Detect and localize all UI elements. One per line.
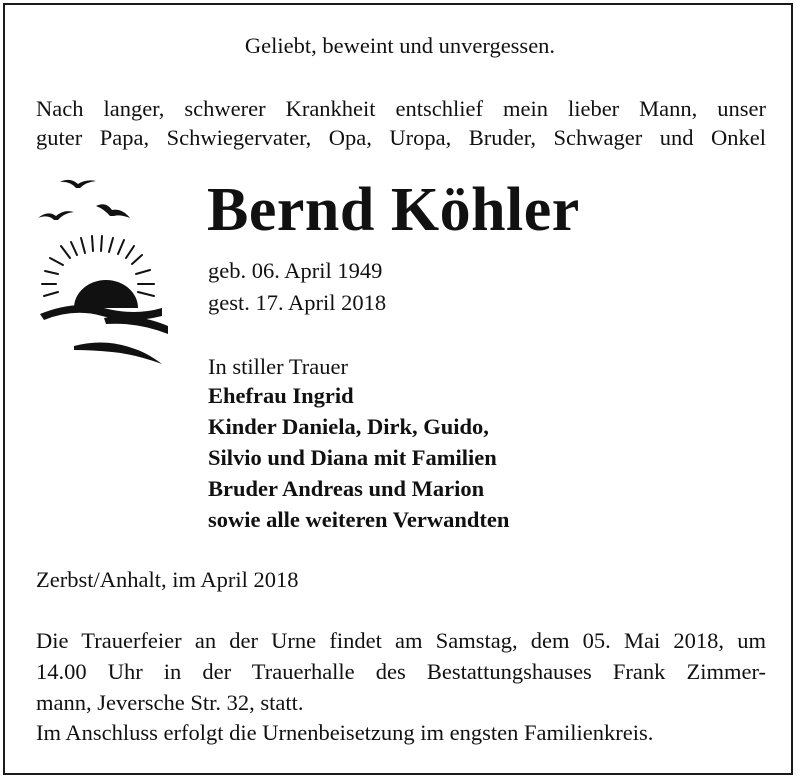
bird-icon bbox=[38, 211, 74, 220]
place-date: Zerbst/Anhalt, im April 2018 bbox=[36, 567, 299, 592]
funeral-line-3: mann, Jeversche Str. 32, statt. bbox=[36, 690, 304, 715]
sunset-birds-icon bbox=[34, 178, 174, 373]
funeral-line-2: 14.00 Uhr in der Trauerhalle des Bestattungshauses Frank Zimmer- bbox=[36, 659, 766, 684]
birth-date: geb. 06. April 1949 bbox=[208, 258, 383, 283]
motto: Geliebt, beweint und unvergessen. bbox=[244, 33, 556, 58]
funeral-line-1: Die Trauerfeier an der Urne findet am Samstag, dem 05. Mai 2018, um bbox=[36, 628, 766, 653]
mourner-line: Silvio und Diana mit Familien bbox=[208, 445, 497, 470]
funeral-line-4: Im Anschluss erfolgt die Urnenbeisetzung im engsten Familienkreis. bbox=[36, 720, 654, 745]
mourner-line: sowie alle weiteren Verwandten bbox=[208, 507, 510, 532]
intro-line-2: guter Papa, Schwiegervater, Opa, Uropa, Bruder, Schwager und Onkel bbox=[36, 125, 766, 150]
mourner-line: Ehefrau Ingrid bbox=[208, 383, 354, 408]
mourner-line: Kinder Daniela, Dirk, Guido, bbox=[208, 414, 489, 439]
bird-icon bbox=[96, 204, 130, 218]
mourners-heading: In stiller Trauer bbox=[208, 354, 348, 379]
mourner-line: Bruder Andreas und Marion bbox=[208, 476, 485, 501]
intro-line-1: Nach langer, schwerer Krankheit entschlief mein lieber Mann, unser bbox=[36, 96, 766, 121]
sun-shape bbox=[74, 280, 138, 308]
deceased-name: Bernd Köhler bbox=[207, 176, 580, 244]
bird-icon bbox=[60, 180, 96, 188]
death-date: gest. 17. April 2018 bbox=[208, 290, 387, 315]
